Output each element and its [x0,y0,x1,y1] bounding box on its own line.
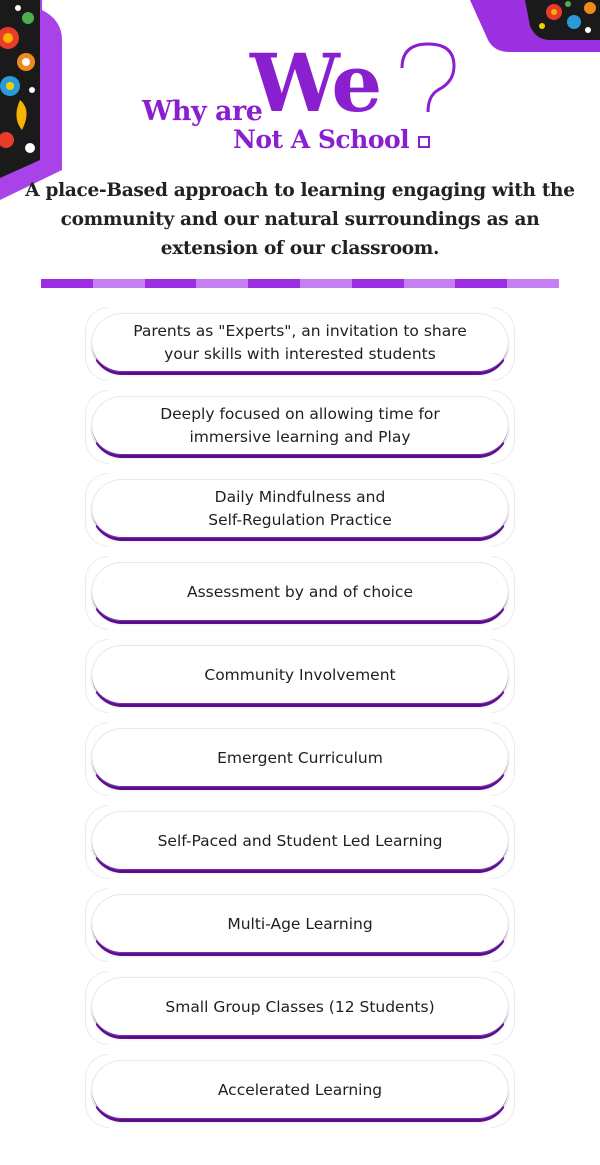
feature-item-label: Small Group Classes (12 Students) [165,997,435,1016]
header-not-a-school: Not A School [233,125,410,154]
feature-item-label: Community Involvement [204,665,396,684]
question-mark-icon [392,40,462,130]
feature-item-label: Daily Mindfulness and Self-Regulation Practice [208,488,392,529]
header-we: We [250,36,381,130]
feature-item-5 [91,645,509,707]
feature-item-8 [91,894,509,956]
striped-divider [41,279,559,288]
feature-item-7 [91,811,509,873]
feature-item-1 [91,313,509,375]
feature-item-label: Accelerated Learning [217,1080,383,1099]
feature-item-label: Self-Paced and Student Led Learning [157,831,443,850]
feature-item-6 [91,728,509,790]
feature-item-label: Deeply focused on allowing time for immersive learning and Play [160,405,440,446]
feature-item-9 [91,977,509,1039]
feature-item-label: Assessment by and of choice [187,582,413,601]
feature-item-4 [91,562,509,624]
feature-item-10 [91,1060,509,1122]
feature-item-2 [91,396,509,458]
header-why-are: Why are [142,96,263,127]
feature-item-label: Parents as "Experts", an invitation to share your skills with interested students [133,322,467,363]
feature-item-label: Emergent Curriculum [217,748,383,767]
question-dot-icon [418,136,430,148]
header [0,0,600,170]
feature-item-3 [91,479,509,541]
subtitle: A place-Based approach to learning engaging with the community and our natural surroundings as an extension of our classroom. [25,180,575,259]
feature-item-label: Multi-Age Learning [227,914,373,933]
